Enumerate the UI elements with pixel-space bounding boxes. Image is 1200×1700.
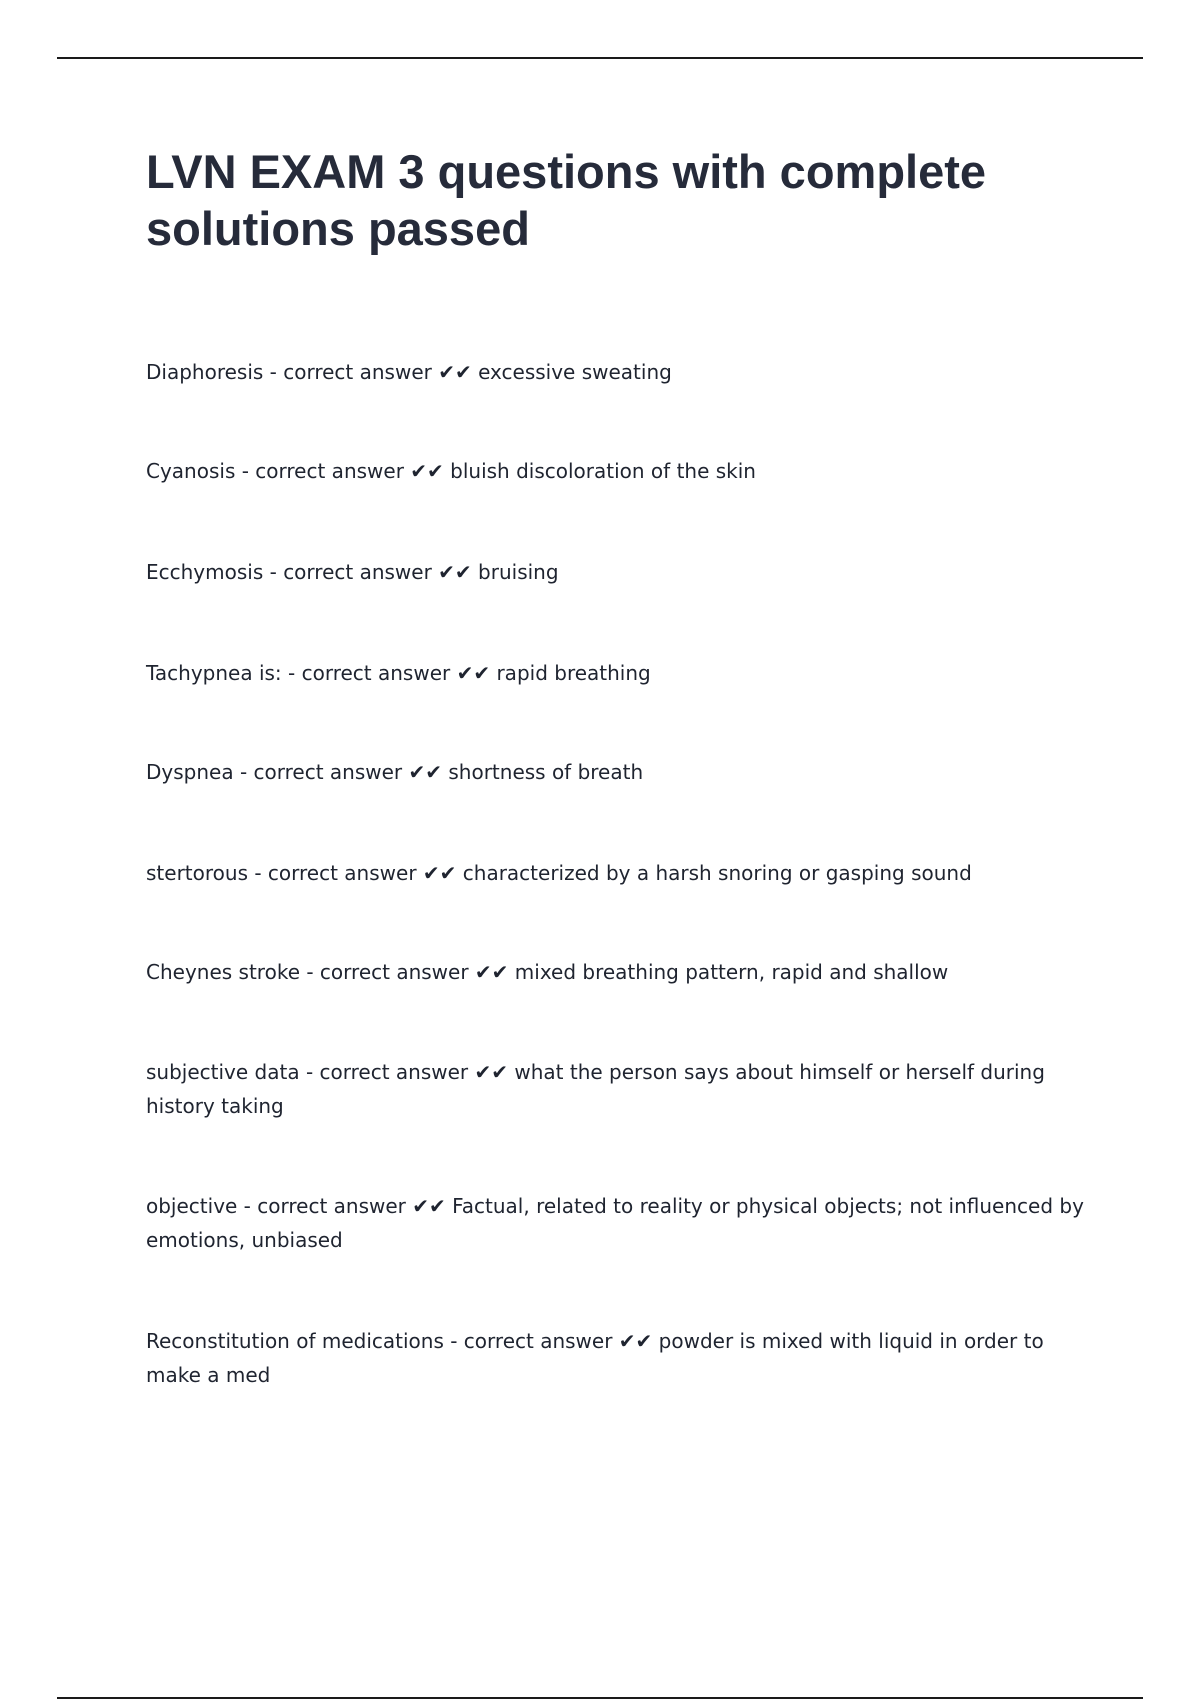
qa-item-ecchymosis: Ecchymosis - correct answer ✔✔ bruising: [146, 560, 559, 584]
document-title: LVN EXAM 3 questions with complete solutions passed: [146, 145, 987, 255]
bottom-divider: [57, 1697, 1143, 1699]
qa-item-dyspnea: Dyspnea - correct answer ✔✔ shortness of breath: [146, 760, 644, 784]
qa-item-stertorous: stertorous - correct answer ✔✔ characterized by a harsh snoring or gasping sound: [146, 861, 972, 885]
qa-item-objective: objective - correct answer ✔✔ Factual, related to reality or physical objects; not influenced by emotions, unbiased: [146, 1194, 1084, 1252]
qa-item-tachypnea: Tachypnea is: - correct answer ✔✔ rapid breathing: [146, 661, 651, 685]
qa-item-cheynes-stroke: Cheynes stroke - correct answer ✔✔ mixed breathing pattern, rapid and shallow: [146, 960, 949, 984]
qa-item-reconstitution: Reconstitution of medications - correct answer ✔✔ powder is mixed with liquid in order to make a med: [146, 1329, 1044, 1387]
qa-item-cyanosis: Cyanosis - correct answer ✔✔ bluish discoloration of the skin: [146, 459, 756, 483]
qa-item-subjective-data: subjective data - correct answer ✔✔ what the person says about himself or herself during history taking: [146, 1060, 1045, 1118]
top-divider: [57, 57, 1143, 59]
qa-item-diaphoresis: Diaphoresis - correct answer ✔✔ excessive sweating: [146, 360, 672, 384]
